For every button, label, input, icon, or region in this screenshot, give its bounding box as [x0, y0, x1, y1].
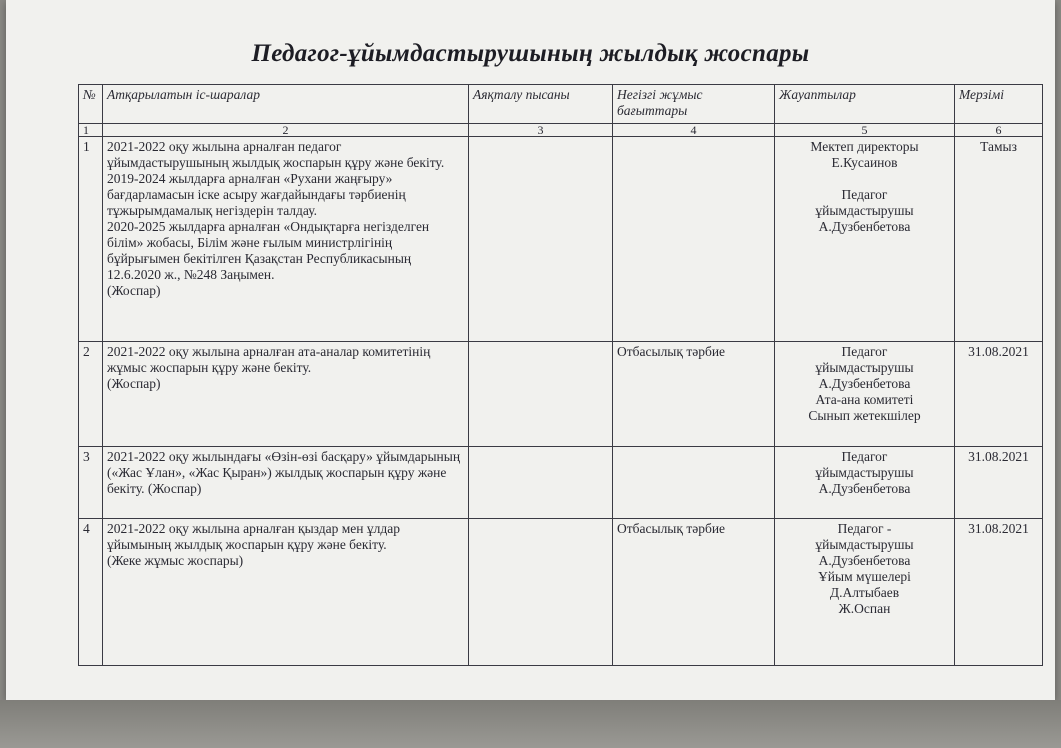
table-row	[79, 137, 1043, 342]
row-number: 1	[79, 137, 103, 342]
responsible-cell: Педагог - ұйымдастырушы А.Дузбенбетова Ұйым мүшелері Д.Алтыбаев Ж.Оспан	[775, 519, 955, 666]
direction-cell	[613, 137, 775, 342]
column-number: 1	[79, 124, 103, 137]
table-row	[79, 447, 1043, 519]
activity-cell: 2021-2022 оқу жылына арналған педагог ұйымдастырушының жылдық жоспарын құру және бекіту. 2019-2024 жылдарға арналған «Рухани жаңғыру» бағдарламасын іске асыру жағдайындағы тәрбиенің тұжырымдамалық негіздерін талдау. 2020-2025 жылдарға арналған «Ондықтарға негізделген білім» жобасы, Білім және ғылым министрлігінің бұйрығымен бекітілген Қазақстан Республикасының 12.6.2020 ж., №248 Заңымен. (Жоспар)	[103, 137, 469, 342]
direction-cell: Отбасылық тәрбие	[613, 519, 775, 666]
row-number: 3	[79, 447, 103, 519]
assessment-cell	[469, 342, 613, 447]
deadline-cell: Тамыз	[955, 137, 1043, 342]
deadline-cell: 31.08.2021	[955, 447, 1043, 519]
header-responsible: Жауаптылар	[775, 85, 955, 124]
column-number-row	[79, 124, 1043, 137]
table-row	[79, 342, 1043, 447]
assessment-cell	[469, 137, 613, 342]
column-number: 3	[469, 124, 613, 137]
assessment-cell	[469, 447, 613, 519]
table-row	[79, 519, 1043, 666]
column-number: 2	[103, 124, 469, 137]
column-number: 6	[955, 124, 1043, 137]
direction-cell	[613, 447, 775, 519]
deadline-cell: 31.08.2021	[955, 519, 1043, 666]
page-title: Педагог-ұйымдастырушының жылдық жоспары	[251, 40, 810, 67]
header-deadline: Мерзімі	[955, 85, 1043, 124]
deadline-cell: 31.08.2021	[955, 342, 1043, 447]
table-surface	[0, 700, 1061, 748]
assessment-cell	[469, 519, 613, 666]
column-number: 5	[775, 124, 955, 137]
responsible-cell: Педагог ұйымдастырушы А.Дузбенбетова Ата-ана комитеті Сынып жетекшілер	[775, 342, 955, 447]
activity-cell: 2021-2022 оқу жылына арналған ата-аналар комитетінің жұмыс жоспарын құру және бекіту. (Жоспар)	[103, 342, 469, 447]
header-no: №	[79, 85, 103, 124]
responsible-cell: Мектеп директоры Е.Кусаинов Педагог ұйымдастырушы А.Дузбенбетова	[775, 137, 955, 342]
header-activities: Атқарылатын іс-шаралар	[103, 85, 469, 124]
annual-plan-table	[78, 84, 1043, 666]
direction-cell: Отбасылық тәрбие	[613, 342, 775, 447]
row-number: 2	[79, 342, 103, 447]
header-assessment: Аяқталу пысаны	[469, 85, 613, 124]
activity-cell: 2021-2022 оқу жылына арналған қыздар мен ұлдар ұйымының жылдық жоспарын құру және бекіту. (Жеке жұмыс жоспары)	[103, 519, 469, 666]
header-row	[79, 85, 1043, 124]
row-number: 4	[79, 519, 103, 666]
header-directions: Негізгі жұмыс бағыттары	[613, 85, 775, 124]
activity-cell: 2021-2022 оқу жылындағы «Өзін-өзі басқару» ұйымдарының («Жас Ұлан», «Жас Қыран») жылдық жоспарын құру және бекіту. (Жоспар)	[103, 447, 469, 519]
responsible-cell: Педагог ұйымдастырушы А.Дузбенбетова	[775, 447, 955, 519]
column-number: 4	[613, 124, 775, 137]
